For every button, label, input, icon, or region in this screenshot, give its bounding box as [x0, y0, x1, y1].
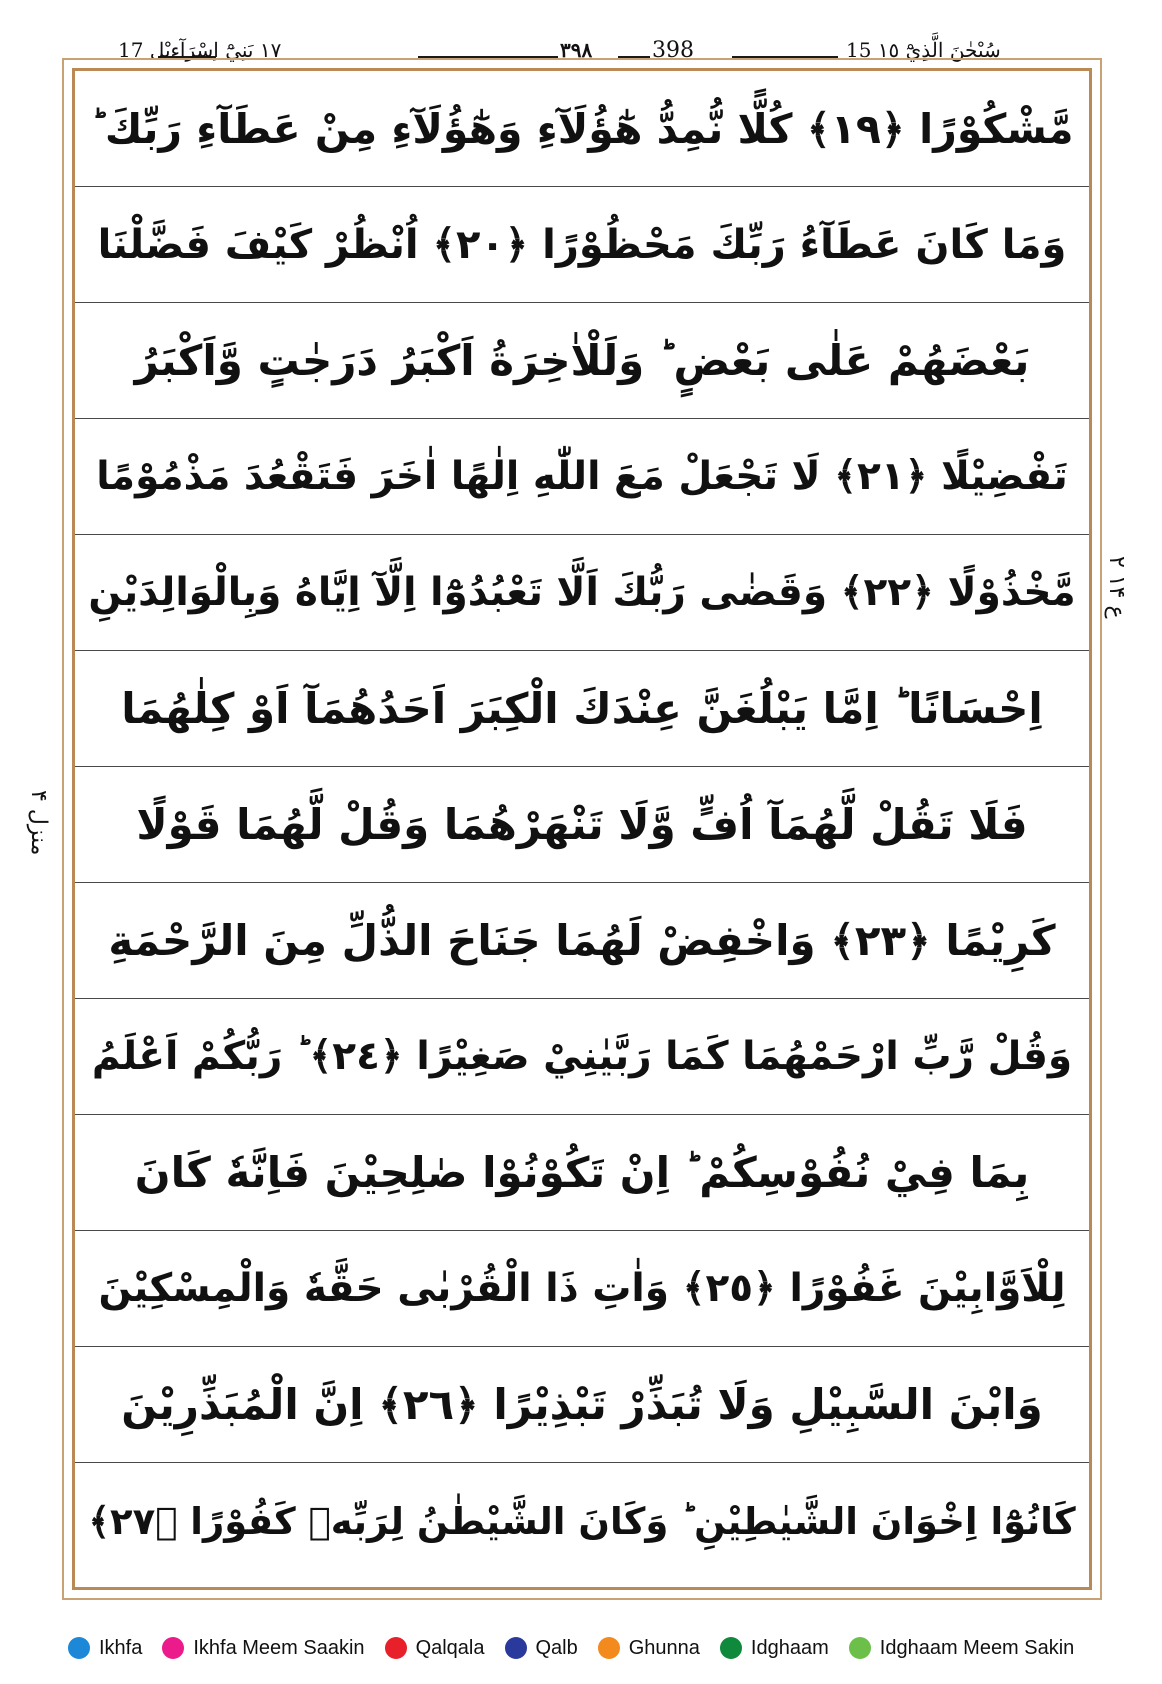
color-dot-icon: [720, 1637, 742, 1659]
page-number: 398: [652, 38, 694, 63]
ruku-marker: ع ۱۴ ۲: [1104, 556, 1129, 619]
verse-text: كَانُوْٓا اِخْوَانَ الشَّيٰطِيْنِ ؕ وَكَانَ الشَّيْطٰنُ لِرَبِّهٖ كَفُوْرًا ﴿٢٧﴾: [88, 1499, 1076, 1543]
text-line-10: [75, 1115, 1089, 1231]
verse-text: مَّشْكُوْرًا ﴿١٩﴾ كُلًّا نُّمِدُّ هٰٓؤُلَآءِ وَهٰٓؤُلَآءِ مِنْ عَطَآءِ رَبِّكَ ؕ: [90, 104, 1074, 153]
text-line-11: [75, 1231, 1089, 1347]
verse-text: اِحْسَانًا ؕ اِمَّا يَبْلُغَنَّ عِنْدَكَ الْكِبَرَ اَحَدُهُمَآ اَوْ كِلٰهُمَا: [121, 684, 1043, 733]
text-line-1: [75, 71, 1089, 187]
legend-item-idghaam-meem-sakin: Idghaam Meem Sakin: [849, 1637, 1075, 1660]
color-dot-icon: [598, 1637, 620, 1659]
verse-text: وَابْنَ السَّبِيْلِ وَلَا تُبَذِّرْ تَبْذِيْرًا ﴿٢٦﴾ اِنَّ الْمُبَذِّرِيْنَ: [121, 1380, 1043, 1429]
verse-text: لِلْاَوَّابِيْنَ غَفُوْرًا ﴿٢٥﴾ وَاٰتِ ذَا الْقُرْبٰى حَقَّهٗ وَالْمِسْكِيْنَ: [98, 1266, 1066, 1311]
text-line-13: [75, 1463, 1089, 1579]
juz-label: 15 سُبْحٰنَ الَّذِيْٓ ١٥: [846, 38, 1001, 62]
text-line-7: [75, 767, 1089, 883]
color-dot-icon: [385, 1637, 407, 1659]
page-number-arabic: ٣٩٨: [560, 38, 593, 62]
legend-item-ikhfa: Ikhfa: [68, 1637, 142, 1660]
text-line-3: [75, 303, 1089, 419]
verse-text: بِمَا فِيْ نُفُوْسِكُمْ ؕ اِنْ تَكُوْنُوْا صٰلِحِيْنَ فَاِنَّهٗ كَانَ: [134, 1148, 1030, 1197]
text-line-6: [75, 651, 1089, 767]
verse-text: مَّخْذُوْلًا ﴿٢٢﴾ وَقَضٰى رَبُّكَ اَلَّا تَعْبُدُوْٓا اِلَّآ اِيَّاهُ وَبِالْوَالِدَيْنِ: [88, 570, 1076, 615]
text-line-9: [75, 999, 1089, 1115]
manzil-marker: منزل ۴: [26, 790, 51, 856]
text-line-8: [75, 883, 1089, 999]
text-line-12: [75, 1347, 1089, 1463]
tajweed-legend: [68, 1633, 1128, 1663]
color-dot-icon: [849, 1637, 871, 1659]
color-dot-icon: [162, 1637, 184, 1659]
legend-item-ghunna: Ghunna: [598, 1637, 700, 1660]
text-line-2: [75, 187, 1089, 303]
legend-item-idghaam: Idghaam: [720, 1637, 829, 1660]
verse-text: كَرِيْمًا ﴿٢٣﴾ وَاخْفِضْ لَهُمَا جَنَاحَ الذُّلِّ مِنَ الرَّحْمَةِ: [108, 916, 1056, 965]
verse-text: وَمَا كَانَ عَطَآءُ رَبِّكَ مَحْظُوْرًا ﴿٢٠﴾ اُنْظُرْ كَيْفَ فَضَّلْنَا: [97, 221, 1067, 268]
color-dot-icon: [505, 1637, 527, 1659]
legend-item-ikhfa-meem-saakin: Ikhfa Meem Saakin: [162, 1637, 364, 1660]
text-line-5: [75, 535, 1089, 651]
verse-text: وَقُلْ رَّبِّ ارْحَمْهُمَا كَمَا رَبَّيٰنِيْ صَغِيْرًا ﴿٢٤﴾ ؕ رَبُّكُمْ اَعْلَمُ: [91, 1034, 1073, 1079]
verse-text: تَفْضِيْلًا ﴿٢١﴾ لَا تَجْعَلْ مَعَ اللّٰهِ اِلٰهًا اٰخَرَ فَتَقْعُدَ مَذْمُوْمًا: [96, 454, 1068, 499]
surah-label: ١٧ بَنِيْٓ اِسْرَآءِيْل 17: [118, 38, 282, 62]
legend-item-qalqala: Qalqala: [385, 1637, 485, 1660]
verse-text: بَعْضَهُمْ عَلٰى بَعْضٍ ؕ وَلَلْاٰخِرَةُ اَكْبَرُ دَرَجٰتٍ وَّاَكْبَرُ: [134, 336, 1030, 385]
color-dot-icon: [68, 1637, 90, 1659]
legend-item-qalb: Qalb: [505, 1637, 578, 1660]
text-line-4: [75, 419, 1089, 535]
verse-text: فَلَا تَقُلْ لَّهُمَآ اُفٍّ وَّلَا تَنْهَرْهُمَا وَقُلْ لَّهُمَا قَوْلًا: [136, 800, 1028, 849]
